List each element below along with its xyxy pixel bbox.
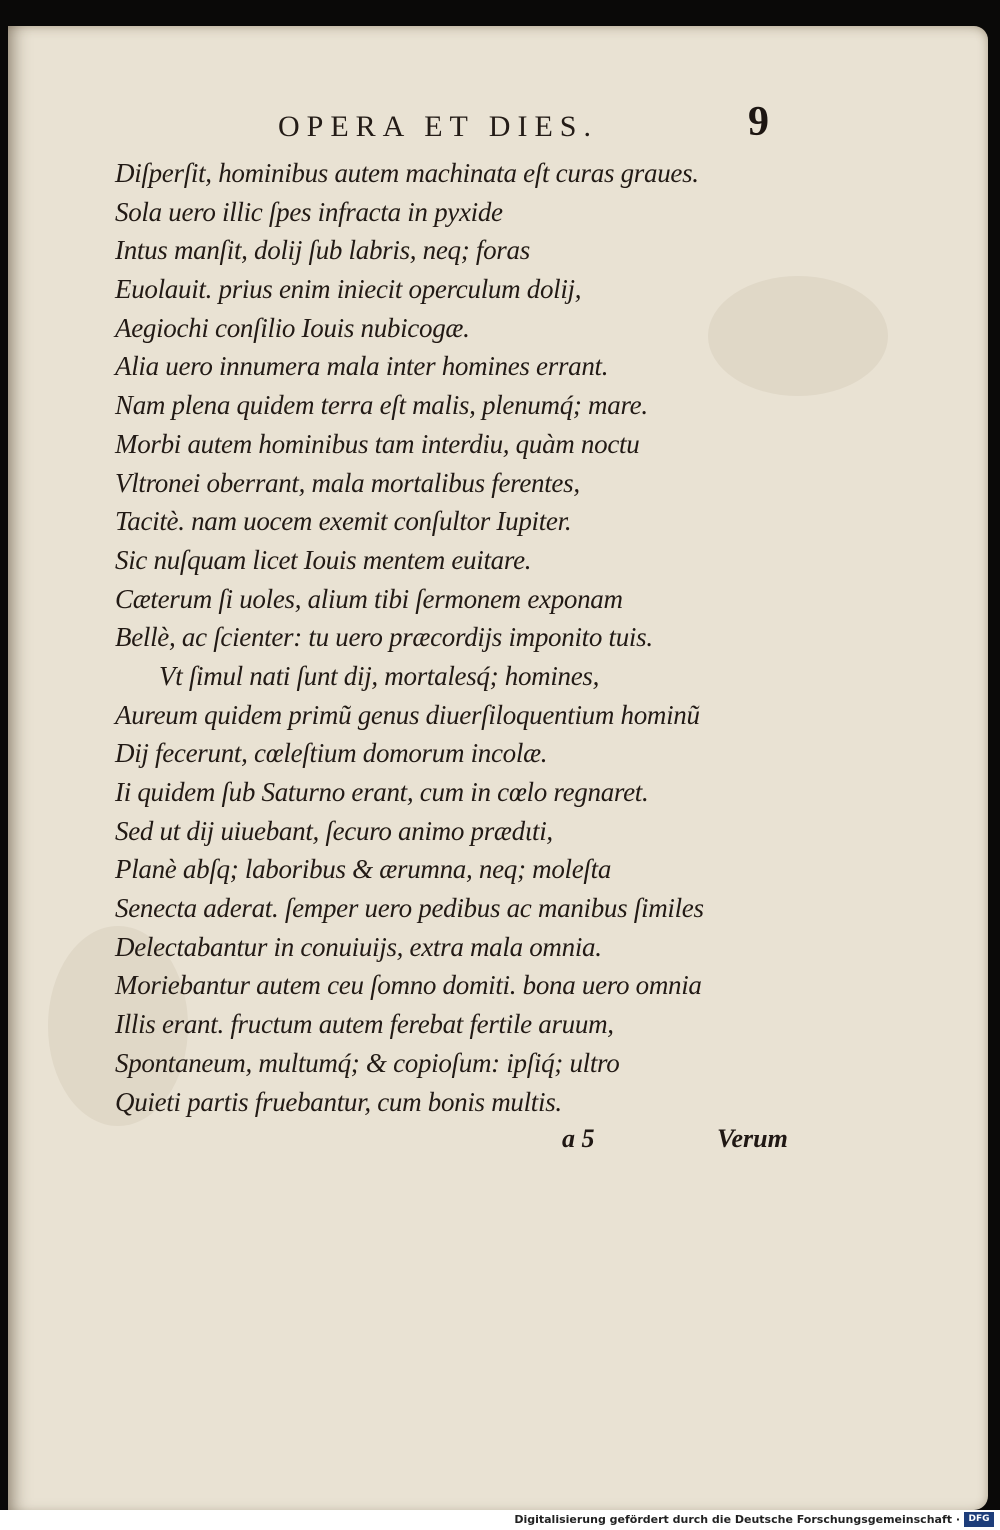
verse-line: Bellè, ac ſcienter: tu uero præcordijs imponito tuis. [115,622,653,653]
verse-line: Intus manſit, dolij ſub labris, neq; foras [115,235,530,266]
verse-line: Cæterum ſi uoles, alium tibi ſermonem exponam [115,583,623,614]
page-footer [0,1124,1000,1164]
verse-line: Ii quidem ſub Saturno erant, cum in cœlo regnaret. [115,777,649,807]
verse-line: Aegiochi conſilio Iouis nubicogæ. [115,312,470,343]
verse-line: Quieti partis fruebantur, cum bonis multis. [115,1086,562,1117]
verse-line: Vt ſimul nati ſunt dij, mortalesq́; homines, [159,660,600,691]
digitization-credit: Digitalisierung gefördert durch die Deutsche Forschungsgemeinschaft · [514,1513,960,1526]
verse-line: Spontaneum, multumq́; & copioſum: ipſiq́; ultro [115,1047,620,1078]
digitization-credit-bar [0,1510,1000,1530]
verse-line: Dij fecerunt, cœleſtium domorum incolæ. [115,738,548,769]
verse-line: Sic nuſquam licet Iouis mentem euitare. [115,544,532,575]
verse-line: Planè abſq; laboribus & ærumna, neq; moleſta [115,854,612,885]
verse-line: Diſperſit, hominibus autem machinata eſt curas graues. [115,158,699,188]
verse-line: Alia uero innumera mala inter homines errant. [115,351,609,382]
verse-line: Aureum quidem primũ genus diuerſiloquentium hominũ [115,699,700,730]
page-number: 9 [748,99,769,145]
signature-mark: a 5 [562,1124,595,1153]
running-head: OPERA ET DIES. [278,110,598,143]
verse-line: Tacitè. nam uocem exemit conſultor Iupiter. [115,506,572,537]
verse-text-block [115,158,815,1125]
verse-line: Sed ut dij uiuebant, ſecuro animo prædιti, [115,815,553,846]
catchword: Verum [717,1124,788,1153]
dfg-logo: DFG [964,1512,994,1527]
verse-line: Illis erant. fructum autem ferebat fertile aruum, [115,1009,614,1040]
verse-line: Moriebantur autem ceu ſomno domiti. bona uero omnia [115,970,702,1001]
verse-line: Morbi autem hominibus tam interdiu, quàm noctu [115,428,640,459]
verse-line: Nam plena quidem terra eſt malis, plenumq́; mare. [115,390,648,421]
verse-line: Senecta aderat. ſemper uero pedibus ac manibus ſimiles [115,893,704,924]
verse-line: Delectabantur in conuiuijs, extra mala omnia. [115,931,602,962]
verse-line: Sola uero illic ſpes infracta in pyxide [115,196,503,227]
verse-line: Vltronei oberrant, mala mortalibus ferentes, [115,467,580,498]
verse-line: Euolauit. prius enim iniecit operculum dolij, [115,274,582,305]
